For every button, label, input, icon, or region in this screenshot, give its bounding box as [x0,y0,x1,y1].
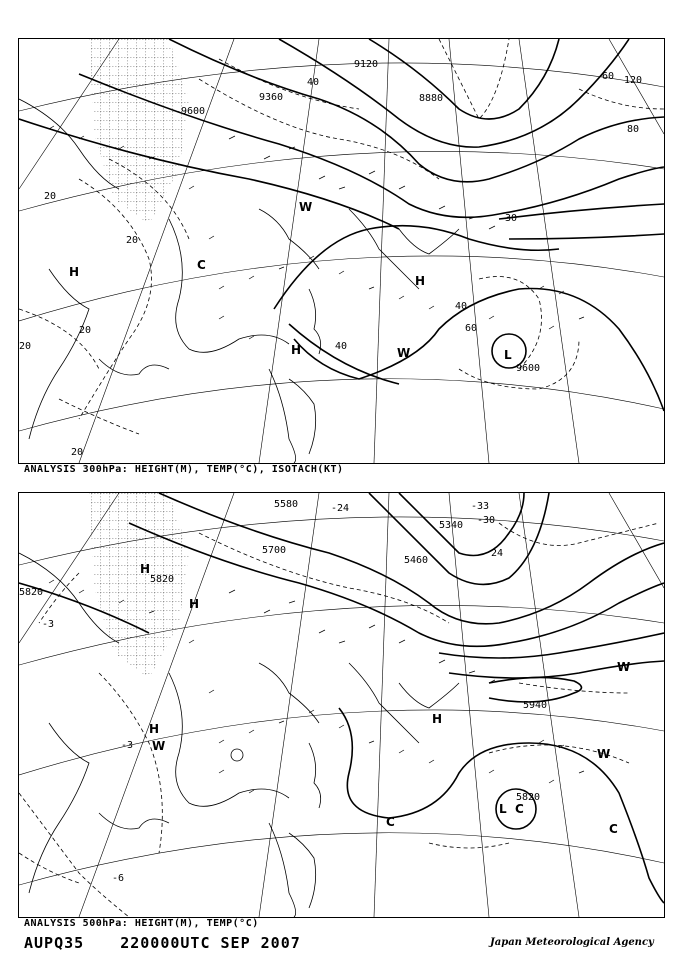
warm-center-marker: W [152,739,166,753]
height-label: 5940 [523,700,548,711]
isotach-label: 120 [624,75,643,86]
low-pressure-marker: L [504,348,512,362]
isotach-label: 40 [307,77,320,88]
map-500hpa [18,492,665,918]
temperature-label: 24 [491,548,504,559]
map-300hpa [18,38,665,464]
height-label: 5460 [404,555,429,566]
agency-name: Japan Meteorological Agency [490,937,654,948]
height-label: 5700 [262,545,287,556]
high-pressure-marker: H [432,712,443,726]
temperature-label: -30 [477,515,496,526]
height-label: 5820 [19,587,44,598]
terrain-hatch [89,493,189,678]
caption-500hpa: ANALYSIS 500hPa: HEIGHT(M), TEMP(°C) [24,918,259,929]
isotach-label: 20 [71,447,84,458]
temperature-label: -3 [121,740,134,751]
height-label: 5820 [150,574,175,585]
warm-center-marker: W [397,346,411,360]
height-label: 5340 [439,520,464,531]
high-pressure-marker: H [69,265,80,279]
warm-center-marker: W [617,660,631,674]
chart-time: 220000UTC SEP 2007 [120,934,301,952]
coastlines [19,553,459,917]
chart-code: AUPQ35 [24,934,85,952]
warm-center-marker: W [597,747,611,761]
caption-300hpa: ANALYSIS 300hPa: HEIGHT(M), TEMP(°C), ISOTACH(KT) [24,464,344,475]
warm-center-marker: W [299,200,313,214]
cold-center-marker: C [386,815,395,829]
high-pressure-marker: H [140,562,151,576]
map-300hpa-canvas [19,39,664,463]
isotach-label: 20 [79,325,92,336]
height-label: 9600 [181,106,206,117]
high-pressure-marker: H [415,274,426,288]
isotach-label: 40 [455,301,468,312]
typhoon-symbol [231,749,243,761]
isotach-label: 20 [44,191,57,202]
chart-header [24,934,327,952]
cold-center-marker: C [515,802,524,816]
height-label: 9600 [516,363,541,374]
isotach-label: 80 [627,124,640,135]
isotach-label: 60 [465,323,478,334]
isotach-label: 40 [335,341,348,352]
height-label: 5580 [274,499,299,510]
temperature-label: -33 [471,501,490,512]
isotach-label: 60 [602,71,615,82]
high-pressure-marker: H [291,343,302,357]
cold-center-marker: C [609,822,618,836]
temperature-label: -6 [112,873,125,884]
isotach-label: 20 [126,235,139,246]
map-500hpa-canvas [19,493,664,917]
cold-center-marker: C [197,258,206,272]
isotach-label: 30 [505,213,518,224]
height-label: 5820 [516,792,541,803]
height-label: 9360 [259,92,284,103]
temperature-label: -24 [331,503,350,514]
isotach-label: 20 [19,341,32,352]
height-label: 8880 [419,93,444,104]
high-pressure-marker: H [149,722,160,736]
low-pressure-marker: L [499,802,507,816]
terrain-hatch [89,39,189,224]
high-pressure-marker: H [189,597,200,611]
temperature-label: -3 [42,619,55,630]
height-label: 9120 [354,59,379,70]
